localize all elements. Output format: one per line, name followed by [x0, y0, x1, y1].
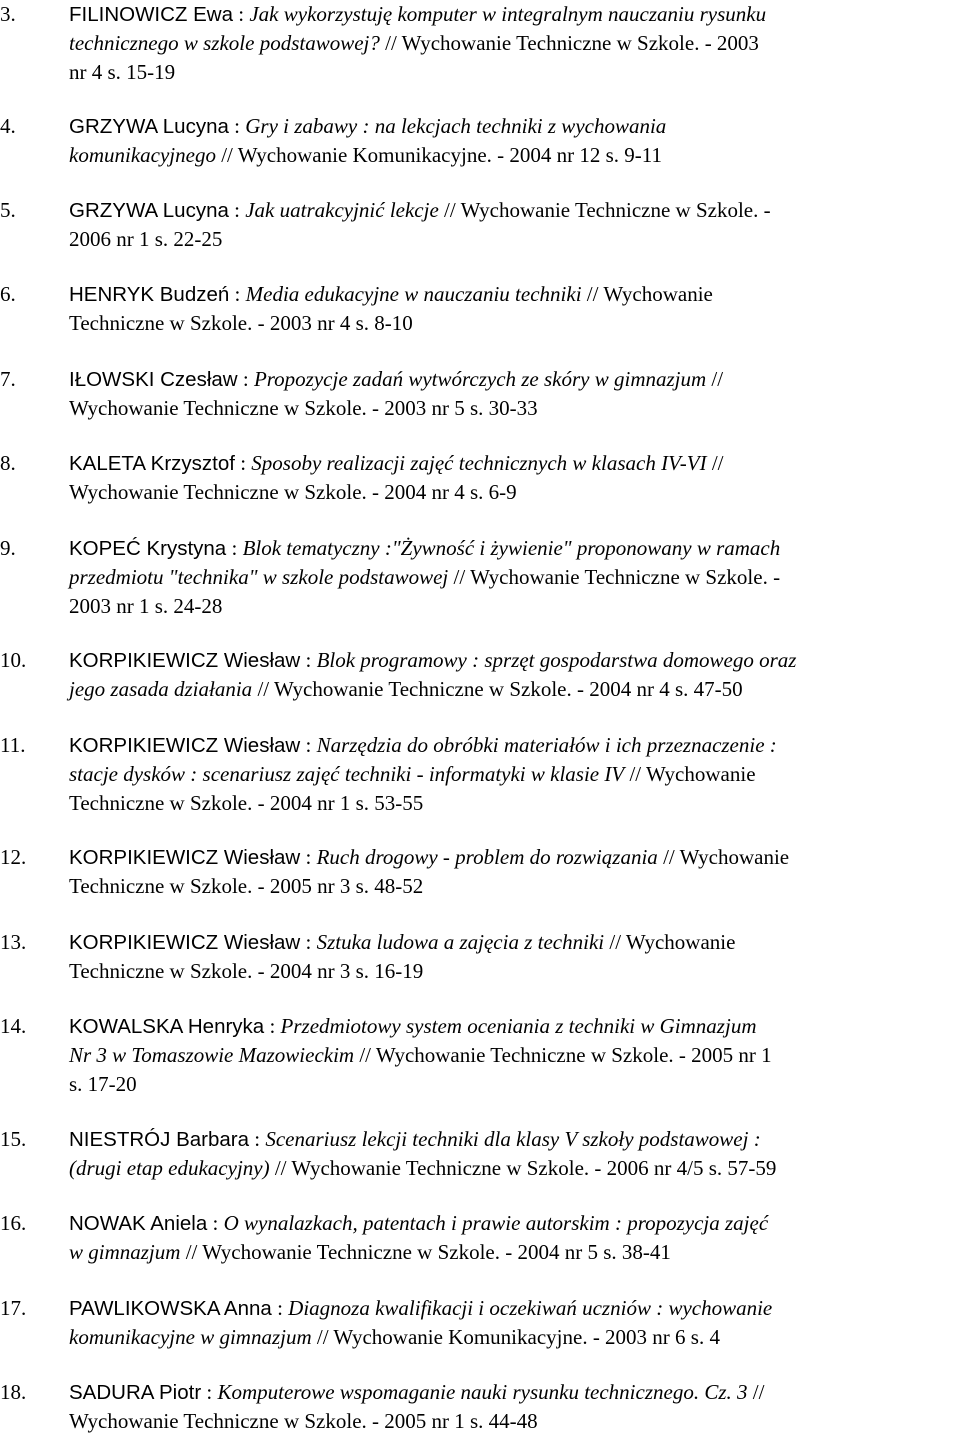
entry-author: HENRYK Budzeń: [69, 283, 230, 306]
entry-author: PAWLIKOWSKA Anna: [69, 1297, 272, 1320]
entry-number: 4.: [0, 114, 16, 138]
entry-number: 6.: [0, 282, 16, 306]
entry-title: jego zasada działania: [69, 677, 253, 701]
bibliography-entry: [0, 1294, 960, 1352]
entry-source: :: [300, 648, 317, 672]
entry-line: [69, 1209, 768, 1238]
entry-title: Blok programowy : sprzęt gospodarstwa domowego oraz: [316, 648, 797, 672]
entry-line: [69, 843, 789, 872]
entry-number: 12.: [0, 845, 27, 869]
entry-line: [69, 789, 423, 818]
entry-line: [69, 1125, 761, 1154]
entry-line: [69, 646, 796, 675]
entry-source: Techniczne w Szkole. - 2004 nr 1 s. 53-55: [69, 791, 424, 815]
entry-source: :: [264, 1014, 281, 1038]
entry-author: SADURA Piotr: [69, 1381, 202, 1404]
entry-number: 16.: [0, 1211, 27, 1235]
entry-author: KORPIKIEWICZ Wiesław: [69, 649, 301, 672]
entry-source: :: [300, 845, 317, 869]
entry-author: NIESTRÓJ Barbara: [69, 1128, 249, 1151]
entry-source: // Wychowanie: [657, 845, 790, 869]
entry-source: :: [300, 733, 317, 757]
entry-source: // Wychowanie Komunikacyjne. - 2003 nr 6 s. 4: [311, 1325, 720, 1349]
entry-line: [69, 534, 780, 563]
entry-source: // Wychowanie: [581, 282, 713, 306]
bibliography-entry: [0, 449, 960, 507]
entry-author: KORPIKIEWICZ Wiesław: [69, 734, 301, 757]
entry-line: [69, 1154, 776, 1183]
entry-source: :: [237, 367, 254, 391]
entry-number: 8.: [0, 451, 16, 475]
entry-source: :: [229, 282, 246, 306]
entry-source: // Wychowanie Techniczne w Szkole. -: [438, 198, 771, 222]
entry-source: // Wychowanie Techniczne w Szkole. - 2004 nr 4 s. 47-50: [252, 677, 743, 701]
entry-source: // Wychowanie Techniczne w Szkole. -: [448, 565, 781, 589]
entry-source: //: [747, 1380, 765, 1404]
entry-source: // Wychowanie Komunikacyjne. - 2004 nr 12 s. 9-11: [215, 143, 663, 167]
entry-title: Jak wykorzystuję komputer w integralnym nauczaniu rysunku: [249, 2, 767, 26]
entry-source: 2006 nr 1 s. 22-25: [69, 227, 223, 251]
entry-source: :: [271, 1296, 289, 1320]
entry-number: 7.: [0, 367, 16, 391]
entry-source: // Wychowanie Techniczne w Szkole. - 2006 nr 4/5 s. 57-59: [269, 1156, 777, 1180]
entry-source: nr 4 s. 15-19: [69, 60, 176, 84]
entry-source: //: [706, 451, 724, 475]
entry-number: 10.: [0, 648, 27, 672]
entry-line: [69, 449, 723, 478]
entry-title: komunikacyjne w gimnazjum: [69, 1325, 312, 1349]
entry-line: [69, 1041, 772, 1070]
entry-source: :: [201, 1380, 218, 1404]
entry-source: 2003 nr 1 s. 24-28: [69, 594, 223, 618]
entry-line: [69, 141, 662, 170]
entry-line: [69, 309, 413, 338]
entry-source: //: [706, 367, 724, 391]
bibliography-entry: [0, 365, 960, 423]
entry-author: NOWAK Aniela: [69, 1212, 208, 1235]
entry-source: :: [300, 930, 317, 954]
entry-source: :: [228, 114, 246, 138]
entry-title: (drugi etap edukacyjny): [69, 1156, 270, 1180]
entry-title: technicznego w szkole podstawowej?: [69, 31, 380, 55]
entry-line: [69, 1238, 671, 1267]
entry-title: Sztuka ludowa a zajęcia z techniki: [316, 930, 605, 954]
entry-line: [69, 928, 735, 957]
entry-title: O wynalazkach, patentach i prawie autorskim : propozycja zajęć: [223, 1211, 769, 1235]
entry-title: Nr 3 w Tomaszowie Mazowieckim: [69, 1043, 355, 1067]
entry-line: [69, 592, 222, 621]
entry-source: // Wychowanie Techniczne w Szkole. - 2003: [379, 31, 759, 55]
entry-source: :: [228, 198, 246, 222]
entry-line: [69, 29, 759, 58]
entry-number: 15.: [0, 1127, 27, 1151]
entry-line: [69, 675, 743, 704]
bibliography-entry: [0, 112, 960, 170]
entry-line: [69, 394, 538, 423]
entry-title: komunikacyjnego: [69, 143, 216, 167]
entry-source: :: [233, 2, 250, 26]
entry-line: [69, 196, 771, 225]
entry-line: [69, 1378, 764, 1407]
entry-line: [69, 563, 780, 592]
entry-title: Komputerowe wspomaganie nauki rysunku technicznego. Cz. 3: [217, 1380, 748, 1404]
entry-line: [69, 1323, 720, 1352]
entry-number: 13.: [0, 930, 27, 954]
entry-author: KOPEĆ Krystyna: [69, 537, 227, 560]
entry-line: [69, 872, 423, 901]
bibliography-entry: [0, 1209, 960, 1267]
bibliography-entry: [0, 0, 960, 87]
entry-title: Media edukacyjne w nauczaniu techniki: [245, 282, 582, 306]
entry-title: Jak uatrakcyjnić lekcje: [245, 198, 439, 222]
entry-title: Ruch drogowy - problem do rozwiązania: [316, 845, 658, 869]
entry-title: Narzędzia do obróbki materiałów i ich przeznaczenie :: [316, 733, 777, 757]
entry-line: [69, 760, 756, 789]
entry-number: 9.: [0, 536, 16, 560]
entry-title: Scenariusz lekcji techniki dla klasy V szkoły podstawowej :: [265, 1127, 761, 1151]
bibliography-entry: [0, 1125, 960, 1183]
entry-author: KORPIKIEWICZ Wiesław: [69, 846, 301, 869]
entry-title: Przedmiotowy system oceniania z techniki w Gimnazjum: [280, 1014, 757, 1038]
entry-number: 3.: [0, 2, 16, 26]
entry-source: Techniczne w Szkole. - 2005 nr 3 s. 48-52: [69, 874, 424, 898]
entry-source: Techniczne w Szkole. - 2003 nr 4 s. 8-10: [69, 311, 413, 335]
entry-line: [69, 225, 222, 254]
entry-line: [69, 1012, 756, 1041]
entry-source: Wychowanie Techniczne w Szkole. - 2004 nr 4 s. 6-9: [69, 480, 517, 504]
entry-source: :: [234, 451, 252, 475]
entry-title: stacje dysków : scenariusz zajęć techniki - informatyki w klasie IV: [69, 762, 625, 786]
entry-author: IŁOWSKI Czesław: [69, 368, 238, 391]
entry-number: 5.: [0, 198, 16, 222]
entry-author: GRZYWA Lucyna: [69, 115, 229, 138]
entry-line: [69, 478, 517, 507]
entry-title: Diagnoza kwalifikacji i oczekiwań uczniów : wychowanie: [288, 1296, 773, 1320]
entry-source: Wychowanie Techniczne w Szkole. - 2003 nr 5 s. 30-33: [69, 396, 538, 420]
bibliography-entry: [0, 1012, 960, 1099]
entry-line: [69, 1294, 772, 1323]
entry-line: [69, 365, 723, 394]
entry-source: // Wychowanie Techniczne w Szkole. - 2004 nr 5 s. 38-41: [180, 1240, 671, 1264]
entry-line: [69, 1407, 538, 1436]
entry-source: :: [226, 536, 243, 560]
bibliography-entry: [0, 843, 960, 901]
entry-number: 17.: [0, 1296, 27, 1320]
entry-number: 14.: [0, 1014, 27, 1038]
bibliography-entry: [0, 196, 960, 254]
entry-title: Propozycje zadań wytwórczych ze skóry w gimnazjum: [253, 367, 707, 391]
entry-source: // Wychowanie: [604, 930, 736, 954]
entry-author: KORPIKIEWICZ Wiesław: [69, 931, 301, 954]
entry-author: KALETA Krzysztof: [69, 452, 235, 475]
entry-source: // Wychowanie Techniczne w Szkole. - 2005 nr 1: [354, 1043, 772, 1067]
entry-line: [69, 0, 766, 29]
entry-source: Wychowanie Techniczne w Szkole. - 2005 nr 1 s. 44-48: [69, 1409, 538, 1433]
entry-line: [69, 731, 777, 760]
entry-title: przedmiotu "technika" w szkole podstawowej: [69, 565, 449, 589]
bibliography-entry: [0, 646, 960, 704]
entry-number: 11.: [0, 733, 26, 757]
entry-title: Blok tematyczny :"Żywność i żywienie" proponowany w ramach: [242, 536, 781, 560]
bibliography-entry: [0, 280, 960, 338]
bibliography-entry: [0, 534, 960, 621]
bibliography-entry: [0, 731, 960, 818]
entry-source: s. 17-20: [69, 1072, 137, 1096]
entry-line: [69, 112, 666, 141]
entry-author: GRZYWA Lucyna: [69, 199, 229, 222]
entry-source: :: [249, 1127, 266, 1151]
entry-line: [69, 1070, 137, 1099]
entry-author: KOWALSKA Henryka: [69, 1015, 265, 1038]
entry-source: :: [207, 1211, 224, 1235]
entry-line: [69, 957, 423, 986]
entry-line: [69, 280, 713, 309]
entry-author: FILINOWICZ Ewa: [69, 3, 234, 26]
entry-line: [69, 58, 175, 87]
entry-source: Techniczne w Szkole. - 2004 nr 3 s. 16-19: [69, 959, 424, 983]
bibliography-entry: [0, 928, 960, 986]
entry-title: w gimnazjum: [69, 1240, 181, 1264]
entry-title: Sposoby realizacji zajęć technicznych w klasach IV-VI: [251, 451, 707, 475]
entry-source: // Wychowanie: [624, 762, 756, 786]
bibliography-entry: [0, 1378, 960, 1436]
entry-title: Gry i zabawy : na lekcjach techniki z wychowania: [245, 114, 667, 138]
entry-number: 18.: [0, 1380, 27, 1404]
